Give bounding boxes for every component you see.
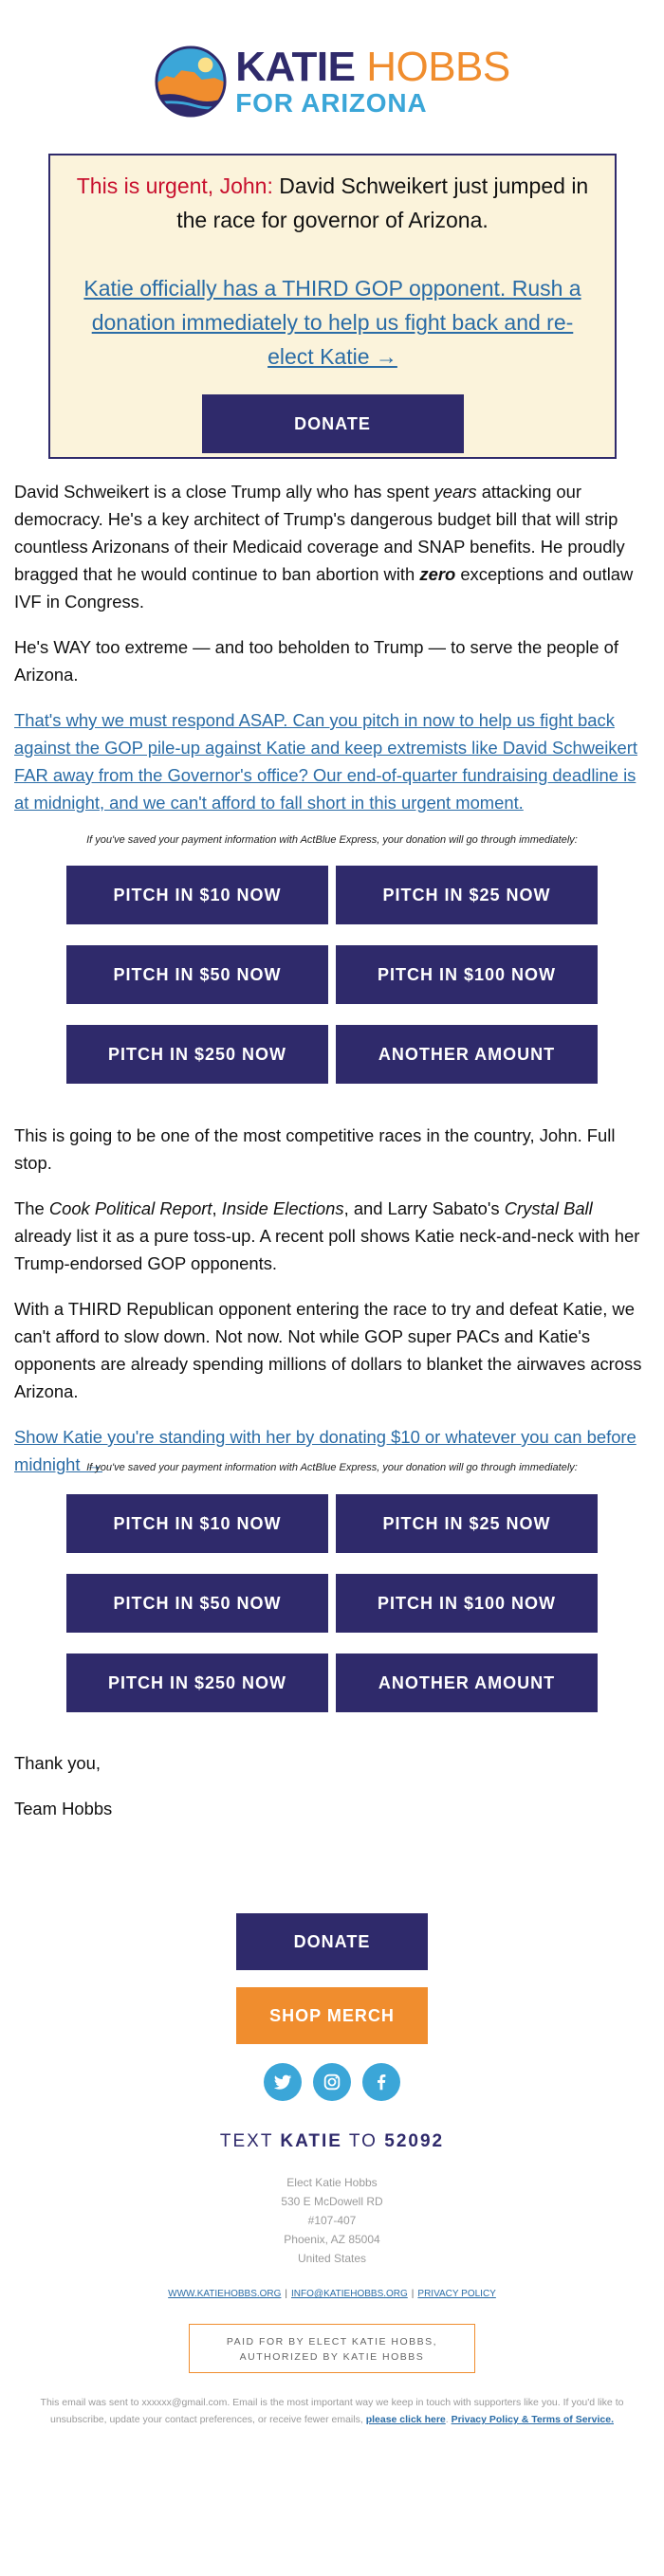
alert-headline-text: David Schweikert just jumped in the race for governor of Arizona. xyxy=(176,174,589,232)
logo-last-name: HOBBS xyxy=(366,44,510,90)
text-emphasis: Crystal Ball xyxy=(504,1198,593,1218)
link-separator: | xyxy=(411,2289,415,2299)
text-run: , xyxy=(212,1198,222,1218)
signature: Team Hobbs xyxy=(14,1799,113,1818)
terms-link[interactable]: Privacy Policy & Terms of Service. xyxy=(451,2414,614,2425)
shop-merch-button[interactable]: SHOP MERCH xyxy=(236,1987,428,2044)
address-line: Elect Katie Hobbs xyxy=(286,2176,378,2189)
text-run: TEXT xyxy=(219,2131,274,2151)
text-emphasis: Cook Political Report xyxy=(48,1198,212,1218)
alert-greeting: This is urgent, John: xyxy=(76,174,273,198)
thanks-text: Thank you, xyxy=(14,1753,101,1773)
pitch-250-button[interactable]: PITCH IN $250 NOW xyxy=(66,1653,328,1712)
alert-headline xyxy=(71,169,594,237)
pitch-250-button[interactable]: PITCH IN $250 NOW xyxy=(66,1025,328,1084)
show-katie-link[interactable]: Show Katie you're standing with her by donating $10 or whatever you can before midnight → xyxy=(14,1427,636,1474)
actblue-express-note-2: If you've saved your payment information with ActBlue Express, your donation will go through immediately: xyxy=(86,1462,578,1473)
text-run: The xyxy=(14,1198,49,1218)
paragraph-third-opponent: With a THIRD Republican opponent entering the race to try and defeat Katie, we can't afford to slow down. Not now. Not while GOP super PACs and Katie's opponents are already spending millions of dollars to blanket the airwaves across Arizona. xyxy=(14,1299,642,1401)
email-link[interactable]: INFO@KATIEHOBBS.ORG xyxy=(291,2289,408,2299)
pitch-25-button[interactable]: PITCH IN $25 NOW xyxy=(336,1494,598,1553)
facebook-icon[interactable] xyxy=(362,2063,400,2101)
instagram-icon[interactable] xyxy=(313,2063,351,2101)
another-amount-button[interactable]: ANOTHER AMOUNT xyxy=(336,1653,598,1712)
email-body xyxy=(14,478,650,834)
logo-first-name: KATIE xyxy=(235,44,356,90)
footer-donate-button[interactable]: DONATE xyxy=(236,1913,428,1970)
pitch-button-grid-2 xyxy=(66,1494,598,1712)
pitch-50-button[interactable]: PITCH IN $50 NOW xyxy=(66,1574,328,1633)
address-line: #107-407 xyxy=(307,2214,357,2227)
text-run: This email was sent to xxxxxx@gmail.com. Email is the most important way we keep in touch with supporters like you. If you'd like to unsubscribe, update your contact preferences, or receive fewer emails, xyxy=(40,2397,624,2425)
logo-name xyxy=(235,46,510,88)
text-run: already list it as a pure toss-up. A recent poll shows Katie neck-and-neck with her Trump-endorsed GOP opponents. xyxy=(14,1226,640,1273)
alert-donate-button[interactable]: DONATE xyxy=(202,394,464,453)
pitch-button-grid xyxy=(66,866,598,1084)
text-run: TO xyxy=(348,2131,378,2151)
respond-asap-link[interactable]: That's why we must respond ASAP. Can you pitch in now to help us fight back against the GOP pile-up against Katie and keep extremists like David Schweikert FAR away from the Governor's office? Our end-of-quarter fundraising deadline is at midnight, and we can't afford to fall short in this urgent moment. xyxy=(14,710,637,813)
footer xyxy=(0,1913,664,2428)
pitch-25-button[interactable]: PITCH IN $25 NOW xyxy=(336,866,598,924)
unsubscribe-link[interactable]: please click here xyxy=(365,2414,446,2425)
social-links xyxy=(0,2063,664,2101)
alert-donate-link[interactable]: Katie officially has a THIRD GOP opponent. Rush a donation immediately to help us fight back and re-elect Katie → xyxy=(83,276,581,369)
logo-tagline: FOR ARIZONA xyxy=(235,88,428,118)
sms-keyword: KATIE xyxy=(280,2131,342,2151)
text-run: David Schweikert is a close Trump ally who has spent xyxy=(14,482,434,502)
paragraph-extreme: He's WAY too extreme — and too beholden to Trump — to serve the people of Arizona. xyxy=(14,637,618,685)
text-to-join xyxy=(0,2131,664,2152)
footer-links xyxy=(0,2289,664,2299)
text-emphasis: zero xyxy=(419,564,456,584)
header-logo[interactable] xyxy=(0,0,664,121)
twitter-icon[interactable] xyxy=(264,2063,302,2101)
urgent-alert-box xyxy=(48,154,617,459)
actblue-express-note: If you've saved your payment information with ActBlue Express, your donation will go through immediately: xyxy=(86,834,578,846)
unsubscribe-notice: This email was sent to xxxxxx@gmail.com. Email is the most important way we keep in touch with supporters like you. If you'd like to unsubscribe, update your contact preferences, or receive fewer emails, please click here. Privacy Policy & Terms of Service. xyxy=(40,2397,624,2425)
address-line: Phoenix, AZ 85004 xyxy=(284,2233,380,2246)
text-emphasis: Inside Elections xyxy=(221,1198,344,1218)
text-run: , and Larry Sabato's xyxy=(343,1198,505,1218)
pitch-100-button[interactable]: PITCH IN $100 NOW xyxy=(336,1574,598,1633)
text-run: attacking our democracy. He's a key architect of Trump's dangerous budget bill that will strip countless Arizonans of their Medicaid coverage and SNAP benefits. He proudly bragged that he would continue to ban abortion with xyxy=(14,482,625,584)
website-link[interactable]: WWW.KATIEHOBBS.ORG xyxy=(168,2289,282,2299)
paragraph-ratings xyxy=(14,1195,650,1277)
link-separator: | xyxy=(285,2289,288,2299)
text-emphasis: years xyxy=(433,482,477,502)
paragraph-schweikert xyxy=(14,478,650,615)
sms-shortcode: 52092 xyxy=(384,2131,445,2151)
email-signoff xyxy=(14,1749,650,1840)
text-run: exceptions and outlaw IVF in Congress. xyxy=(14,564,634,612)
privacy-policy-link[interactable]: PRIVACY POLICY xyxy=(417,2289,496,2299)
paid-for-disclaimer xyxy=(189,2324,475,2373)
paid-line: AUTHORIZED BY KATIE HOBBS xyxy=(239,2351,425,2363)
pitch-100-button[interactable]: PITCH IN $100 NOW xyxy=(336,945,598,1004)
paid-line: PAID FOR BY ELECT KATIE HOBBS, xyxy=(226,2336,438,2348)
address-line: 530 E McDowell RD xyxy=(281,2195,383,2208)
pitch-10-button[interactable]: PITCH IN $10 NOW xyxy=(66,866,328,924)
email-body-continued xyxy=(14,1122,650,1496)
pitch-50-button[interactable]: PITCH IN $50 NOW xyxy=(66,945,328,1004)
paragraph-competitive: This is going to be one of the most competitive races in the country, John. Full stop. xyxy=(14,1125,616,1173)
another-amount-button[interactable]: ANOTHER AMOUNT xyxy=(336,1025,598,1084)
address-line: United States xyxy=(297,2252,367,2265)
pitch-10-button[interactable]: PITCH IN $10 NOW xyxy=(66,1494,328,1553)
mailing-address xyxy=(0,2173,664,2268)
arizona-landscape-icon xyxy=(154,45,228,119)
